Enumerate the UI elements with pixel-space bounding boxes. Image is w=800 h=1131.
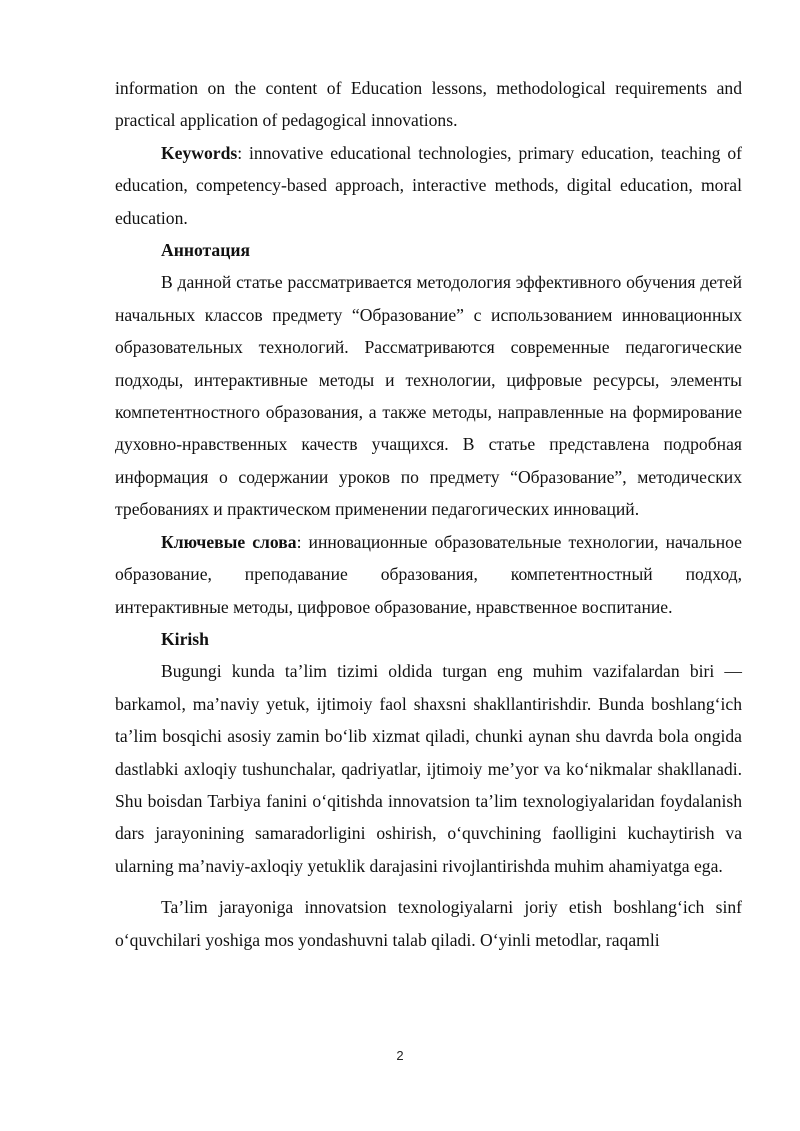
intro-paragraph-2: Ta’lim jarayoniga innovatsion texnologiyalarni joriy etish boshlang‘ich sinf o‘quvchilari yoshiga mos yondashuvni talab qiladi. O‘yinli metodlar, raqamli: [115, 897, 742, 950]
document-page: [115, 72, 742, 956]
keywords-en-text: : innovative educational technologies, primary education, teaching of education, competency-based approach, interactive methods, digital education, moral education.: [115, 142, 742, 228]
intro-paragraph-1: Bugungi kunda ta’lim tizimi oldida turgan eng muhim vazifalardan biri — barkamol, ma’naviy yetuk, ijtimoiy faol shaxsni shakllantirishdir. Bunda boshlang‘ich ta’lim bosqichi asosiy zamin bo‘lib xizmat qiladi, chunki aynan shu davrda bola ongida dastlabki axloqiy tushunchalar, qadriyatlar, ijtimoiy me’yor va ko‘nikmalar shakllanadi. Shu boisdan Tarbiya fanini o‘qitishda innovatsion ta’lim texnologiyalaridan foydalanish dars jarayonining samaradorligini oshirish, o‘quvchining faolligini kuchaytirish va ularning ma’naviy-axloqiy yetuklik darajasini rivojlantirishda muhim ahamiyatga ega.: [115, 661, 742, 876]
keywords-ru-paragraph: [115, 526, 742, 623]
annotation-text: В данной статье рассматривается методология эффективного обучения детей начальных классов предмету “Образование” с использованием инновационных образовательных технологий. Рассматриваются современные педагогические подходы, интерактивные методы и технологии, цифровые ресурсы, элементы компетентностного образования, а также методы, направленные на формирование духовно-нравственных качеств учащихся. В статье представлена подробная информация о содержании уроков по предмету “Образование”, методических требованиях и практическом применении педагогических инноваций.: [115, 272, 742, 520]
annotation-heading: Аннотация: [161, 240, 250, 261]
abstract-en-tail: information on the content of Education lessons, methodological requirements and practical application of pedagogical innovations.: [115, 78, 742, 131]
page-number: 2: [396, 1048, 404, 1063]
keywords-en-paragraph: [115, 137, 742, 234]
keywords-ru-label: Ключевые слова: [161, 531, 297, 552]
intro-heading: Kirish: [161, 628, 209, 649]
keywords-en-label: Keywords: [161, 142, 238, 163]
keywords-ru-text: : инновационные образовательные технологии, начальное образование, преподавание образования, компетентностный подход, интерактивные методы, цифровое образование, нравственное воспитание.: [115, 531, 742, 617]
